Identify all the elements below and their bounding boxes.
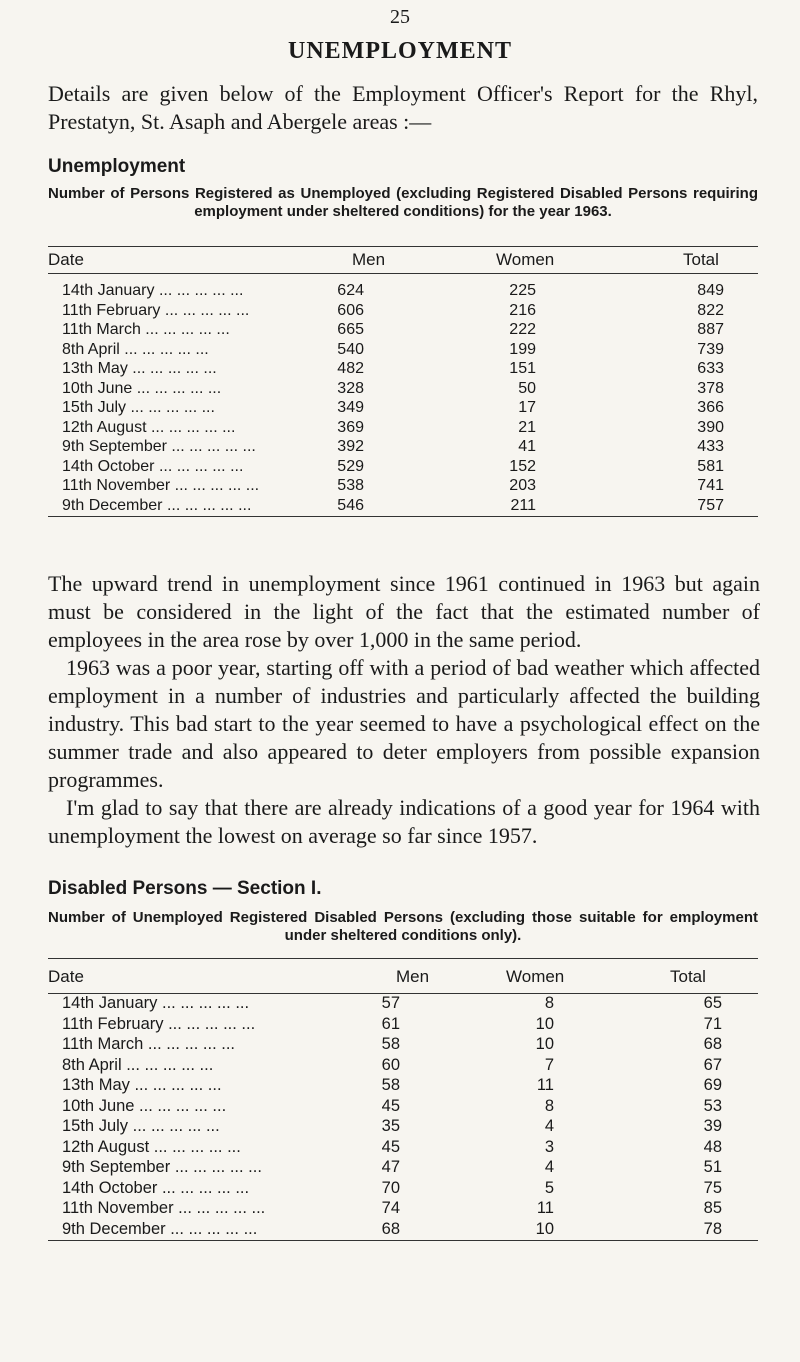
men-cell: 665: [337, 321, 364, 338]
men-cell: 35: [381, 1117, 400, 1135]
men-cell: 47: [381, 1158, 400, 1176]
total-cell: 633: [697, 360, 724, 377]
table-row: [48, 438, 758, 458]
date-cell: 11th March ... ... ... ... ...: [62, 1035, 236, 1053]
paragraph-outlook: I'm glad to say that there are already indications of a good year for 1964 with unemployment the lowest on average so far since 1957.: [48, 795, 760, 848]
table-row: [48, 419, 758, 439]
date-cell: 14th January ... ... ... ... ...: [62, 994, 250, 1012]
table-row: [48, 1056, 758, 1077]
date-cell: 9th September ... ... ... ... ...: [62, 438, 256, 455]
women-cell: 5: [544, 1178, 554, 1197]
women-cell: 152: [509, 457, 536, 475]
table-row: [48, 1138, 758, 1159]
table-row: [48, 360, 758, 380]
table-row: [48, 380, 758, 400]
women-cell: 10: [535, 1219, 554, 1238]
table-header: [48, 958, 758, 994]
women-cell: 10: [535, 1035, 554, 1053]
table-bottom-rule: [48, 516, 758, 517]
col-men-header: Men: [352, 250, 386, 269]
table-body: [48, 994, 758, 1240]
date-cell: 14th October ... ... ... ... ...: [62, 1178, 250, 1197]
disabled-table: [48, 958, 758, 1240]
men-cell: 70: [381, 1178, 400, 1197]
men-cell: 58: [381, 1076, 400, 1094]
table-row: [48, 1015, 758, 1036]
unemployment-heading: Unemployment: [48, 156, 186, 177]
date-cell: 12th August ... ... ... ... ...: [62, 1137, 241, 1156]
table-row: [48, 1035, 758, 1056]
women-cell: 211: [510, 496, 536, 514]
total-cell: 739: [697, 340, 724, 358]
total-cell: 378: [697, 379, 724, 397]
men-cell: 529: [337, 457, 364, 475]
table-row: [48, 1158, 758, 1179]
date-cell: 11th November ... ... ... ... ...: [62, 1199, 266, 1217]
col-women-header: Women: [506, 967, 565, 986]
table-header: [48, 246, 758, 274]
table-row: [48, 1097, 758, 1118]
men-cell: 482: [337, 360, 364, 377]
men-cell: 45: [381, 1096, 400, 1115]
date-cell: 10th June ... ... ... ... ...: [62, 1096, 227, 1115]
col-women-header: Women: [496, 250, 555, 269]
men-cell: 540: [337, 340, 364, 358]
date-cell: 13th May ... ... ... ... ...: [62, 360, 217, 377]
date-cell: 9th December ... ... ... ... ...: [62, 496, 252, 514]
date-cell: 15th July ... ... ... ... ...: [62, 1117, 220, 1135]
women-cell: 199: [509, 340, 536, 358]
men-cell: 74: [381, 1199, 400, 1217]
women-cell: 11: [536, 1076, 554, 1094]
total-cell: 48: [703, 1137, 722, 1156]
total-cell: 67: [703, 1055, 722, 1074]
women-cell: 8: [544, 1096, 554, 1115]
col-men-header: Men: [396, 967, 430, 986]
women-cell: 4: [544, 1158, 554, 1176]
men-cell: 392: [337, 438, 364, 455]
table-row: [48, 1179, 758, 1200]
date-cell: 11th November ... ... ... ... ...: [62, 477, 260, 494]
total-cell: 85: [703, 1199, 722, 1217]
women-cell: 216: [509, 301, 536, 319]
disabled-heading: Disabled Persons — Section I.: [48, 878, 322, 899]
table-row: [48, 458, 758, 478]
table-row: [48, 341, 758, 361]
table-row: [48, 1117, 758, 1138]
total-cell: 39: [703, 1117, 722, 1135]
women-cell: 203: [509, 477, 536, 494]
table-row: [48, 282, 758, 302]
col-total-header: Total: [670, 967, 706, 986]
men-cell: 349: [337, 399, 364, 416]
women-cell: 225: [509, 282, 536, 299]
men-cell: 369: [337, 418, 364, 436]
total-cell: 75: [703, 1178, 722, 1197]
disabled-caption: Number of Unemployed Registered Disabled Persons (excluding those suitable for employment under sheltered conditions only).: [48, 909, 758, 944]
men-cell: 60: [381, 1055, 400, 1074]
women-cell: 11: [536, 1199, 554, 1217]
men-cell: 606: [337, 301, 364, 319]
total-cell: 69: [703, 1076, 722, 1094]
total-cell: 366: [697, 399, 724, 416]
page-number: 25: [390, 6, 410, 28]
men-cell: 58: [381, 1035, 400, 1053]
paragraph-trend: The upward trend in unemployment since 1961 continued in 1963 but again must be considered in the light of the fact that the estimated number of employees in the area rose by over 1,000 in the same period.: [48, 571, 760, 652]
total-cell: 390: [697, 418, 724, 436]
table-body: [48, 274, 758, 516]
unemployment-table: [48, 246, 758, 516]
table-row: [48, 497, 758, 517]
women-cell: 21: [518, 418, 536, 436]
men-cell: 328: [337, 379, 364, 397]
men-cell: 546: [337, 496, 364, 514]
women-cell: 10: [535, 1014, 554, 1033]
total-cell: 887: [697, 321, 724, 338]
date-cell: 15th July ... ... ... ... ...: [62, 399, 215, 416]
total-cell: 71: [703, 1014, 722, 1033]
unemployment-caption: Number of Persons Registered as Unemployed (excluding Registered Disabled Persons requiring employment under sheltered conditions) for the year 1963.: [48, 185, 758, 220]
total-cell: 433: [697, 438, 724, 455]
women-cell: 3: [544, 1137, 554, 1156]
col-date-header: Date: [48, 967, 84, 986]
paragraph-weather: 1963 was a poor year, starting off with a period of bad weather which affected employment in a number of industries and particularly affected the building industry. This bad start to the year seemed to have a psychological effect on the summer trade and also appeared to deter employers from possible expansion programmes.: [48, 655, 760, 792]
date-cell: 8th April ... ... ... ... ...: [62, 340, 209, 358]
date-cell: 13th May ... ... ... ... ...: [62, 1076, 222, 1094]
date-cell: 10th June ... ... ... ... ...: [62, 379, 222, 397]
date-cell: 9th December ... ... ... ... ...: [62, 1219, 258, 1238]
table-row: [48, 1199, 758, 1220]
women-cell: 7: [544, 1055, 554, 1074]
date-cell: 14th January ... ... ... ... ...: [62, 282, 244, 299]
men-cell: 624: [337, 282, 364, 299]
women-cell: 8: [544, 994, 554, 1012]
date-cell: 12th August ... ... ... ... ...: [62, 418, 236, 436]
women-cell: 41: [518, 438, 536, 455]
total-cell: 53: [703, 1096, 722, 1115]
men-cell: 45: [381, 1137, 400, 1156]
total-cell: 51: [703, 1158, 722, 1176]
total-cell: 65: [703, 994, 722, 1012]
table-row: [48, 321, 758, 341]
commentary: [48, 570, 760, 850]
date-cell: 11th February ... ... ... ... ...: [62, 1014, 256, 1033]
date-cell: 11th March ... ... ... ... ...: [62, 321, 230, 338]
total-cell: 78: [703, 1219, 722, 1238]
table-row: [48, 302, 758, 322]
table-bottom-rule: [48, 1240, 758, 1241]
date-cell: 14th October ... ... ... ... ...: [62, 457, 244, 475]
table-row: [48, 1076, 758, 1097]
total-cell: 849: [697, 282, 724, 299]
total-cell: 822: [697, 301, 724, 319]
women-cell: 4: [544, 1117, 554, 1135]
date-cell: 9th September ... ... ... ... ...: [62, 1158, 262, 1176]
col-date-header: Date: [48, 250, 84, 269]
page-title: UNEMPLOYMENT: [288, 38, 512, 64]
women-cell: 50: [518, 379, 536, 397]
col-total-header: Total: [683, 250, 719, 269]
intro-paragraph: Details are given below of the Employment Officer's Report for the Rhyl, Prestatyn, St. Asaph and Abergele areas :—: [48, 81, 758, 134]
women-cell: 151: [509, 360, 536, 377]
men-cell: 61: [381, 1014, 400, 1033]
men-cell: 57: [381, 994, 400, 1012]
table-row: [48, 477, 758, 497]
table-row: [48, 1220, 758, 1241]
table-row: [48, 399, 758, 419]
women-cell: 222: [509, 321, 536, 338]
total-cell: 757: [697, 496, 724, 514]
table-row: [48, 994, 758, 1015]
men-cell: 68: [381, 1219, 400, 1238]
date-cell: 8th April ... ... ... ... ...: [62, 1055, 214, 1074]
men-cell: 538: [337, 477, 364, 494]
women-cell: 17: [518, 399, 536, 416]
total-cell: 581: [697, 457, 724, 475]
date-cell: 11th February ... ... ... ... ...: [62, 301, 250, 319]
total-cell: 68: [703, 1035, 722, 1053]
total-cell: 741: [697, 477, 724, 494]
